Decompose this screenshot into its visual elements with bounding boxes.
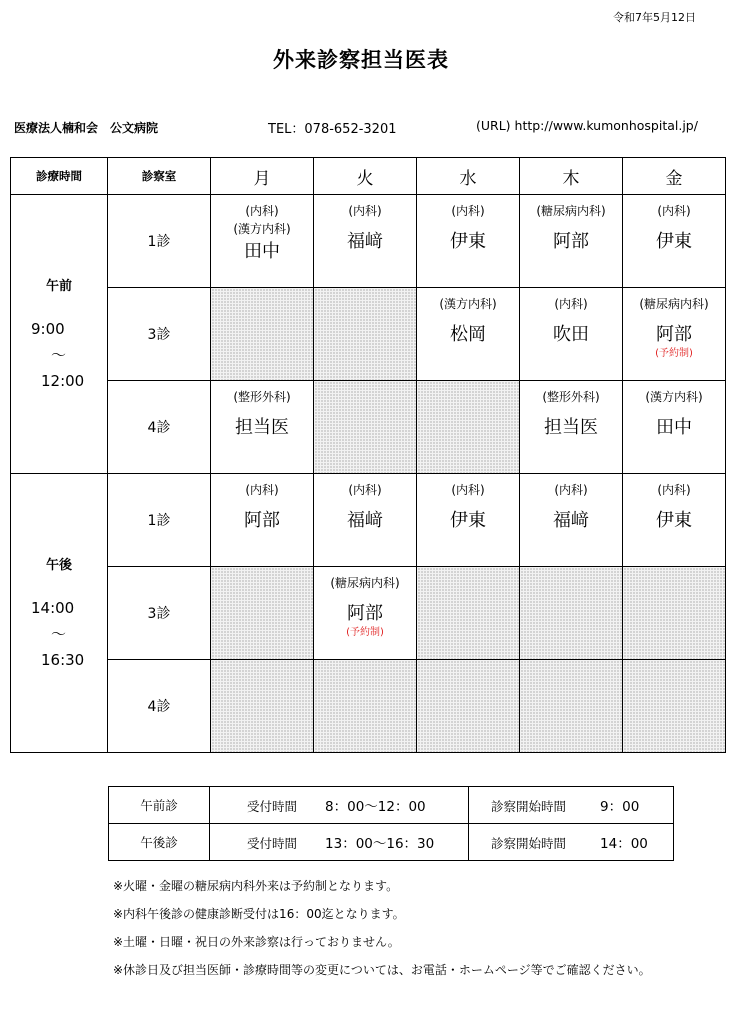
exam-start-label: 診察開始時間: [491, 799, 567, 814]
session-time-end: 16:30: [41, 650, 85, 669]
empty-slot: [211, 567, 314, 660]
issue-date: 令和7年5月12日: [613, 11, 696, 24]
doctor-name: 担当医: [235, 417, 289, 438]
doctor-slot: [314, 474, 417, 567]
header-time: 診療時間: [11, 158, 108, 195]
slot-content: [623, 381, 725, 473]
department-label: (内科): [657, 483, 691, 497]
slot-content: [520, 195, 622, 287]
exam-start-value: 9：00: [600, 799, 640, 815]
department-label: (糖尿病内科): [639, 297, 709, 311]
doctor-name: 福﨑: [347, 510, 383, 531]
doctor-name: 伊東: [450, 510, 486, 531]
doctor-slot: [417, 195, 520, 288]
room-label: 1診: [108, 195, 211, 288]
header-room: 診察室: [108, 158, 211, 195]
session-time-sep: ～: [51, 345, 67, 364]
doctor-slot: [417, 474, 520, 567]
doctor-name: 伊東: [656, 231, 692, 252]
doctor-slot: [520, 381, 623, 474]
empty-slot: [211, 660, 314, 753]
doctor-slot: [211, 381, 314, 474]
empty-slot: [520, 660, 623, 753]
empty-slot: [623, 660, 726, 753]
schedule-header-row: [11, 158, 726, 195]
slot-content: [520, 381, 622, 473]
morning-session-cell: [11, 195, 108, 474]
doctor-slot: [314, 195, 417, 288]
header-day: 木: [520, 158, 623, 195]
schedule-table: [10, 157, 726, 753]
note-item: ※内科午後診の健康診断受付は16：00迄となります。: [113, 907, 405, 921]
schedule-row: [11, 195, 726, 288]
header-day: 金: [623, 158, 726, 195]
phone-number: TEL：078-652-3201: [268, 122, 397, 137]
doctor-name: 阿部: [347, 603, 383, 624]
reception-hours-label: 受付時間: [247, 799, 298, 814]
slot-content: [520, 474, 622, 566]
afternoon-session-cell: [11, 474, 108, 753]
doctor-name: 田中: [244, 241, 280, 262]
slot-content: [211, 195, 313, 287]
schedule-row: [11, 474, 726, 567]
session-time-end: 12:00: [41, 371, 85, 390]
doctor-slot: [623, 474, 726, 567]
schedule-row: [11, 288, 726, 381]
website-url: (URL) http://www.kumonhospital.jp/: [476, 118, 698, 133]
doctor-slot: [520, 474, 623, 567]
slot-content: [314, 474, 416, 566]
department-label: (漢方内科): [439, 297, 497, 311]
reservation-note: (予約制): [655, 348, 693, 359]
empty-slot: [314, 660, 417, 753]
schedule-row: [11, 660, 726, 753]
room-label: 4診: [108, 381, 211, 474]
page-title: 外来診察担当医表: [273, 48, 449, 72]
empty-slot: [314, 288, 417, 381]
note-item: ※休診日及び担当医師・診療時間等の変更については、お電話・ホームページ等でご確認ください。: [113, 963, 651, 977]
reception-hours-cell: [210, 824, 469, 861]
doctor-name: 田中: [656, 417, 692, 438]
department-label: (内科): [554, 483, 588, 497]
header-day: 月: [211, 158, 314, 195]
doctor-name: 福﨑: [553, 510, 589, 531]
reception-session: 午後診: [109, 824, 210, 861]
reception-hours-cell: [210, 787, 469, 824]
doctor-name: 伊東: [656, 510, 692, 531]
header-day: 火: [314, 158, 417, 195]
doctor-name: 福﨑: [347, 231, 383, 252]
department-label: (内科): [348, 204, 382, 218]
header-day: 水: [417, 158, 520, 195]
doctor-slot: [623, 288, 726, 381]
hospital-name: 医療法人楠和会 公文病院: [14, 121, 159, 135]
doctor-name: 阿部: [244, 510, 280, 531]
department-label-secondary: (漢方内科): [233, 222, 291, 236]
slot-content: [417, 474, 519, 566]
reception-session: 午前診: [109, 787, 210, 824]
slot-content: [417, 288, 519, 380]
exam-start-label: 診察開始時間: [491, 836, 567, 851]
empty-slot: [417, 660, 520, 753]
doctor-slot: [211, 474, 314, 567]
department-label: (漢方内科): [645, 390, 703, 404]
note-item: ※土曜・日曜・祝日の外来診察は行っておりません。: [113, 935, 400, 949]
department-label: (糖尿病内科): [536, 204, 606, 218]
empty-slot: [623, 567, 726, 660]
slot-content: [211, 474, 313, 566]
slot-content: [623, 195, 725, 287]
empty-slot: [520, 567, 623, 660]
room-label: 3診: [108, 288, 211, 381]
reservation-note: (予約制): [346, 627, 384, 638]
empty-slot: [417, 381, 520, 474]
slot-content: [520, 288, 622, 380]
doctor-slot: [520, 288, 623, 381]
doctor-name: 松岡: [450, 324, 486, 345]
doctor-name: 担当医: [544, 417, 598, 438]
reception-hours-value: 8：00～12：00: [325, 799, 426, 815]
doctor-slot: [623, 381, 726, 474]
slot-content: [314, 195, 416, 287]
reception-hours-table: [108, 786, 674, 861]
slot-content: [314, 567, 416, 659]
session-time-sep: ～: [51, 624, 67, 643]
session-time-start: 14:00: [31, 598, 75, 617]
session-time-start: 9:00: [31, 319, 65, 338]
notes-section: [113, 879, 683, 991]
department-label: (整形外科): [233, 390, 291, 404]
slot-content: [417, 195, 519, 287]
empty-slot: [211, 288, 314, 381]
doctor-name: 吹田: [553, 324, 589, 345]
room-label: 4診: [108, 660, 211, 753]
doctor-slot: [314, 567, 417, 660]
doctor-slot: [623, 195, 726, 288]
doctor-slot: [211, 195, 314, 288]
department-label: (内科): [451, 204, 485, 218]
doctor-name: 伊東: [450, 231, 486, 252]
schedule-row: [11, 381, 726, 474]
doctor-slot: [417, 288, 520, 381]
department-label: (内科): [245, 483, 279, 497]
doctor-name: 阿部: [553, 231, 589, 252]
department-label: (内科): [657, 204, 691, 218]
schedule-row: [11, 567, 726, 660]
slot-content: [623, 288, 725, 380]
department-label: (内科): [348, 483, 382, 497]
reception-row: [109, 824, 674, 861]
department-label: (内科): [451, 483, 485, 497]
session-name: 午前: [45, 278, 72, 294]
department-label: (糖尿病内科): [330, 576, 400, 590]
empty-slot: [417, 567, 520, 660]
reception-row: [109, 787, 674, 824]
room-label: 3診: [108, 567, 211, 660]
department-label: (内科): [245, 204, 279, 218]
slot-content: [623, 474, 725, 566]
empty-slot: [314, 381, 417, 474]
department-label: (内科): [554, 297, 588, 311]
exam-start-cell: [469, 824, 674, 861]
room-label: 1診: [108, 474, 211, 567]
reception-hours-label: 受付時間: [247, 836, 298, 851]
session-name: 午後: [45, 557, 72, 573]
doctor-name: 阿部: [656, 324, 692, 345]
slot-content: [211, 381, 313, 473]
reception-hours-value: 13：00～16：30: [325, 836, 435, 852]
doctor-slot: [520, 195, 623, 288]
exam-start-value: 14：00: [600, 836, 648, 852]
note-item: ※火曜・金曜の糖尿病内科外来は予約制となります。: [113, 879, 399, 893]
exam-start-cell: [469, 787, 674, 824]
department-label: (整形外科): [542, 390, 600, 404]
